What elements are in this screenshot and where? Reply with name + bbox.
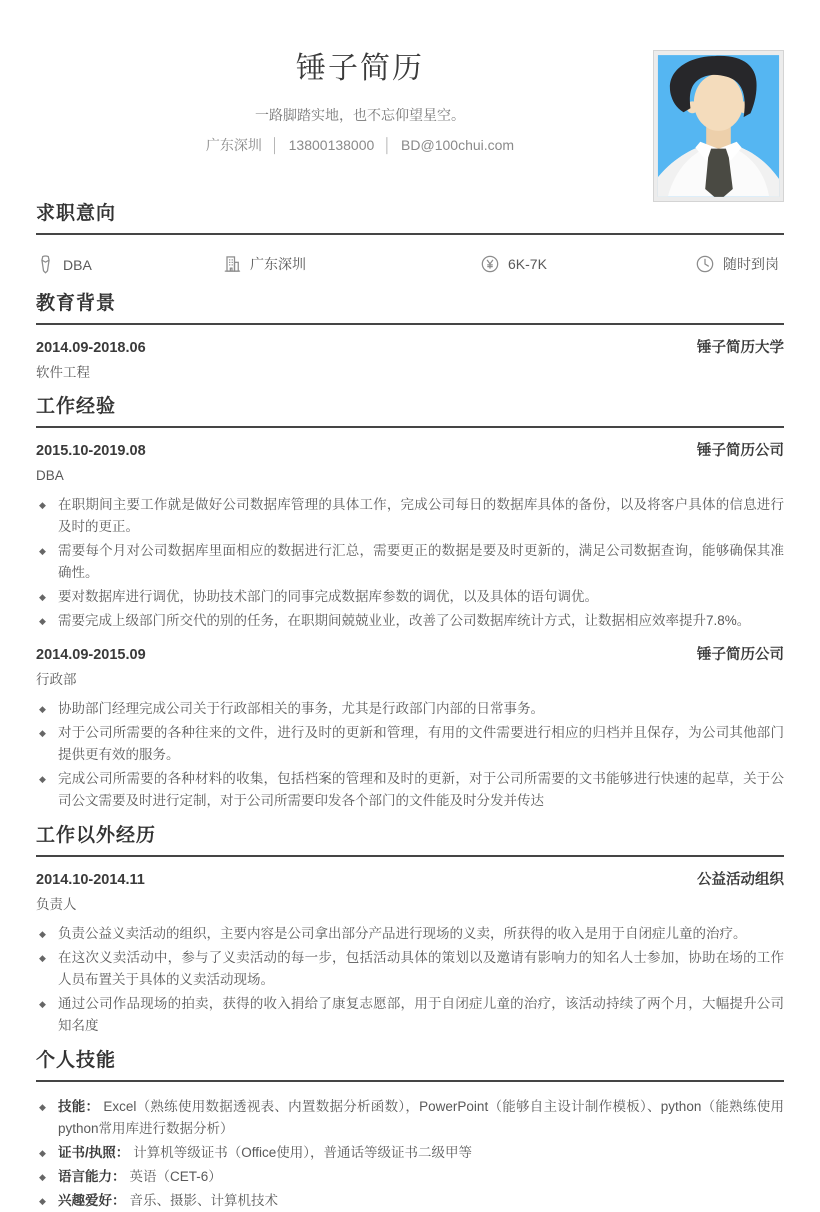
bullet-text: 在职期间主要工作就是做好公司数据库管理的具体工作，完成公司每日的数据库具体的备份，以及将客户具体的信息进行及时的更正。 [58, 497, 784, 534]
intent-item-position [36, 254, 92, 275]
intent-item-location [222, 254, 306, 274]
bullet-item [36, 698, 784, 720]
intent-item-availability [695, 254, 779, 274]
bullet-marker: ◆ [39, 1102, 46, 1112]
bullet-text: 完成公司所需要的各种材料的收集，包括档案的管理和及时的更新，对于公司所需要的文书能够进行快速的起草，关于公司公文需要及时进行定制，对于公司所需要印发各个部门的文件能及时分发并传达 [58, 771, 784, 808]
entry-org: 公益活动组织 [697, 872, 784, 888]
bullet-item [36, 722, 784, 766]
contact-phone: 13800138000 [288, 137, 375, 153]
skill-text: 计算机等级证书（Office使用），普通话等级证书二级甲等 [133, 1145, 473, 1160]
skill-text: 英语（CET-6） [129, 1169, 222, 1184]
intent-label: 随时到岗 [723, 256, 779, 272]
contact-location: 广东深圳 [205, 137, 262, 153]
entry-head [36, 645, 784, 665]
entry-role: DBA [36, 468, 64, 483]
bullet-marker: ◆ [39, 592, 46, 602]
bullet-marker: ◆ [39, 616, 46, 626]
bullet-marker: ◆ [39, 774, 46, 784]
bullet-text: 协助部门经理完成公司关于行政部相关的事务，尤其是行政部门内部的日常事务。 [58, 701, 544, 716]
intent-item-salary [480, 254, 547, 274]
bullet-list [36, 923, 784, 1037]
skill-text: 音乐、摄影、计算机技术 [129, 1193, 278, 1208]
entry-head [36, 870, 784, 890]
bullet-item [36, 947, 784, 991]
bullet-text: 在这次义卖活动中，参与了义卖活动的每一步，包括活动具体的策划以及邀请有影响力的知名人士参加，协助在场的工作人员布置关于具体的义卖活动现场。 [58, 950, 784, 987]
intent-label: DBA [63, 256, 92, 273]
bullet-marker: ◆ [39, 546, 46, 556]
bullet-text: 对于公司所需要的各种往来的文件，进行及时的更新和管理，有用的文件需要进行相应的归档并且保存，为公司其他部门提供更有效的服务。 [58, 725, 784, 762]
bullet-text: 需要每个月对公司数据库里面相应的数据进行汇总，需要更正的数据是要及时更新的，满足公司数据查询，能够确保其准确性。 [58, 543, 784, 580]
skill-item [36, 1096, 784, 1140]
intention-row [36, 254, 784, 280]
contact-email: BD@100chui.com [401, 137, 515, 153]
education-entry [36, 338, 784, 383]
bullet-marker: ◆ [39, 728, 46, 738]
contact-separator: │ [383, 137, 393, 153]
bullet-text: 需要完成上级部门所交代的别的任务，在职期间兢兢业业，改善了公司数据库统计方式，让数据相应效率提升7.8%。 [58, 613, 751, 628]
extra-entry [36, 870, 784, 1037]
section-title-work: 工作经验 [36, 395, 784, 428]
contact-separator: │ [270, 137, 280, 153]
entry-head [36, 441, 784, 461]
bullet-marker: ◆ [39, 929, 46, 939]
intent-label: 广东深圳 [250, 256, 306, 272]
avatar-illustration [654, 51, 783, 201]
tie-icon [36, 254, 55, 275]
entry-role: 行政部 [36, 672, 77, 687]
bullet-marker: ◆ [39, 953, 46, 963]
entry-org: 锤子简历大学 [697, 340, 784, 356]
skill-label: 语言能力： [58, 1169, 126, 1184]
section-skills [36, 1049, 784, 1212]
skill-label: 证书/执照： [58, 1145, 130, 1160]
skill-label: 兴趣爱好： [58, 1193, 126, 1208]
bullet-marker: ◆ [39, 1196, 46, 1206]
header-title-block [36, 0, 684, 155]
section-education [36, 292, 784, 383]
salary-icon [480, 254, 500, 274]
intent-label: 6K-7K [508, 256, 547, 272]
entry-period: 2014.09-2018.06 [36, 340, 146, 356]
section-extra [36, 824, 784, 1037]
entry-org: 锤子简历公司 [697, 443, 784, 459]
skill-item [36, 1190, 784, 1212]
section-title-extra: 工作以外经历 [36, 824, 784, 857]
section-title-skills: 个人技能 [36, 1049, 784, 1082]
bullet-text: 要对数据库进行调优，协助技术部门的同事完成数据库参数的调优，以及具体的语句调优。 [58, 589, 598, 604]
bullet-item [36, 494, 784, 538]
page-title: 锤子简历 [296, 52, 424, 85]
contact-line [36, 135, 684, 155]
work-entry [36, 645, 784, 812]
bullet-item [36, 610, 784, 632]
skill-item [36, 1142, 784, 1164]
bullet-text: 通过公司作品现场的拍卖，获得的收入捐给了康复志愿部，用于自闭症儿童的治疗，该活动持续了两个月，大幅提升公司知名度 [58, 996, 784, 1033]
bullet-item [36, 923, 784, 945]
bullet-text: 负责公益义卖活动的组织，主要内容是公司拿出部分产品进行现场的义卖，所获得的收入是用于自闭症儿童的治疗。 [58, 926, 747, 941]
bullet-list [36, 698, 784, 812]
section-intention [36, 202, 784, 280]
section-title-intention: 求职意向 [36, 202, 784, 235]
entry-detail: 软件工程 [36, 365, 90, 380]
resume-header [36, 0, 784, 190]
bullet-item [36, 540, 784, 584]
entry-period: 2014.09-2015.09 [36, 647, 146, 663]
motto-line: 一路脚踏实地，也不忘仰望星空。 [255, 107, 465, 123]
building-icon [222, 254, 242, 274]
bullet-marker: ◆ [39, 704, 46, 714]
clock-icon [695, 254, 715, 274]
profile-photo [653, 50, 784, 202]
bullet-marker: ◆ [39, 999, 46, 1009]
bullet-list [36, 494, 784, 632]
skills-list [36, 1096, 784, 1212]
bullet-item [36, 768, 784, 812]
entry-period: 2015.10-2019.08 [36, 443, 146, 459]
bullet-item [36, 993, 784, 1037]
section-title-education: 教育背景 [36, 292, 784, 325]
entry-head [36, 338, 784, 358]
bullet-marker: ◆ [39, 500, 46, 510]
bullet-item [36, 586, 784, 608]
skill-label: 技能： [58, 1099, 100, 1114]
entry-role: 负责人 [36, 897, 77, 912]
bullet-marker: ◆ [39, 1172, 46, 1182]
entry-period: 2014.10-2014.11 [36, 872, 145, 888]
section-work [36, 395, 784, 812]
work-entry [36, 441, 784, 632]
skill-item [36, 1166, 784, 1188]
entry-org: 锤子简历公司 [697, 647, 784, 663]
skill-text: Excel（熟练使用数据透视表、内置数据分析函数），PowerPoint（能够自主设计制作模板）、python（能熟练使用python常用库进行数据分析） [58, 1099, 784, 1136]
bullet-marker: ◆ [39, 1148, 46, 1158]
